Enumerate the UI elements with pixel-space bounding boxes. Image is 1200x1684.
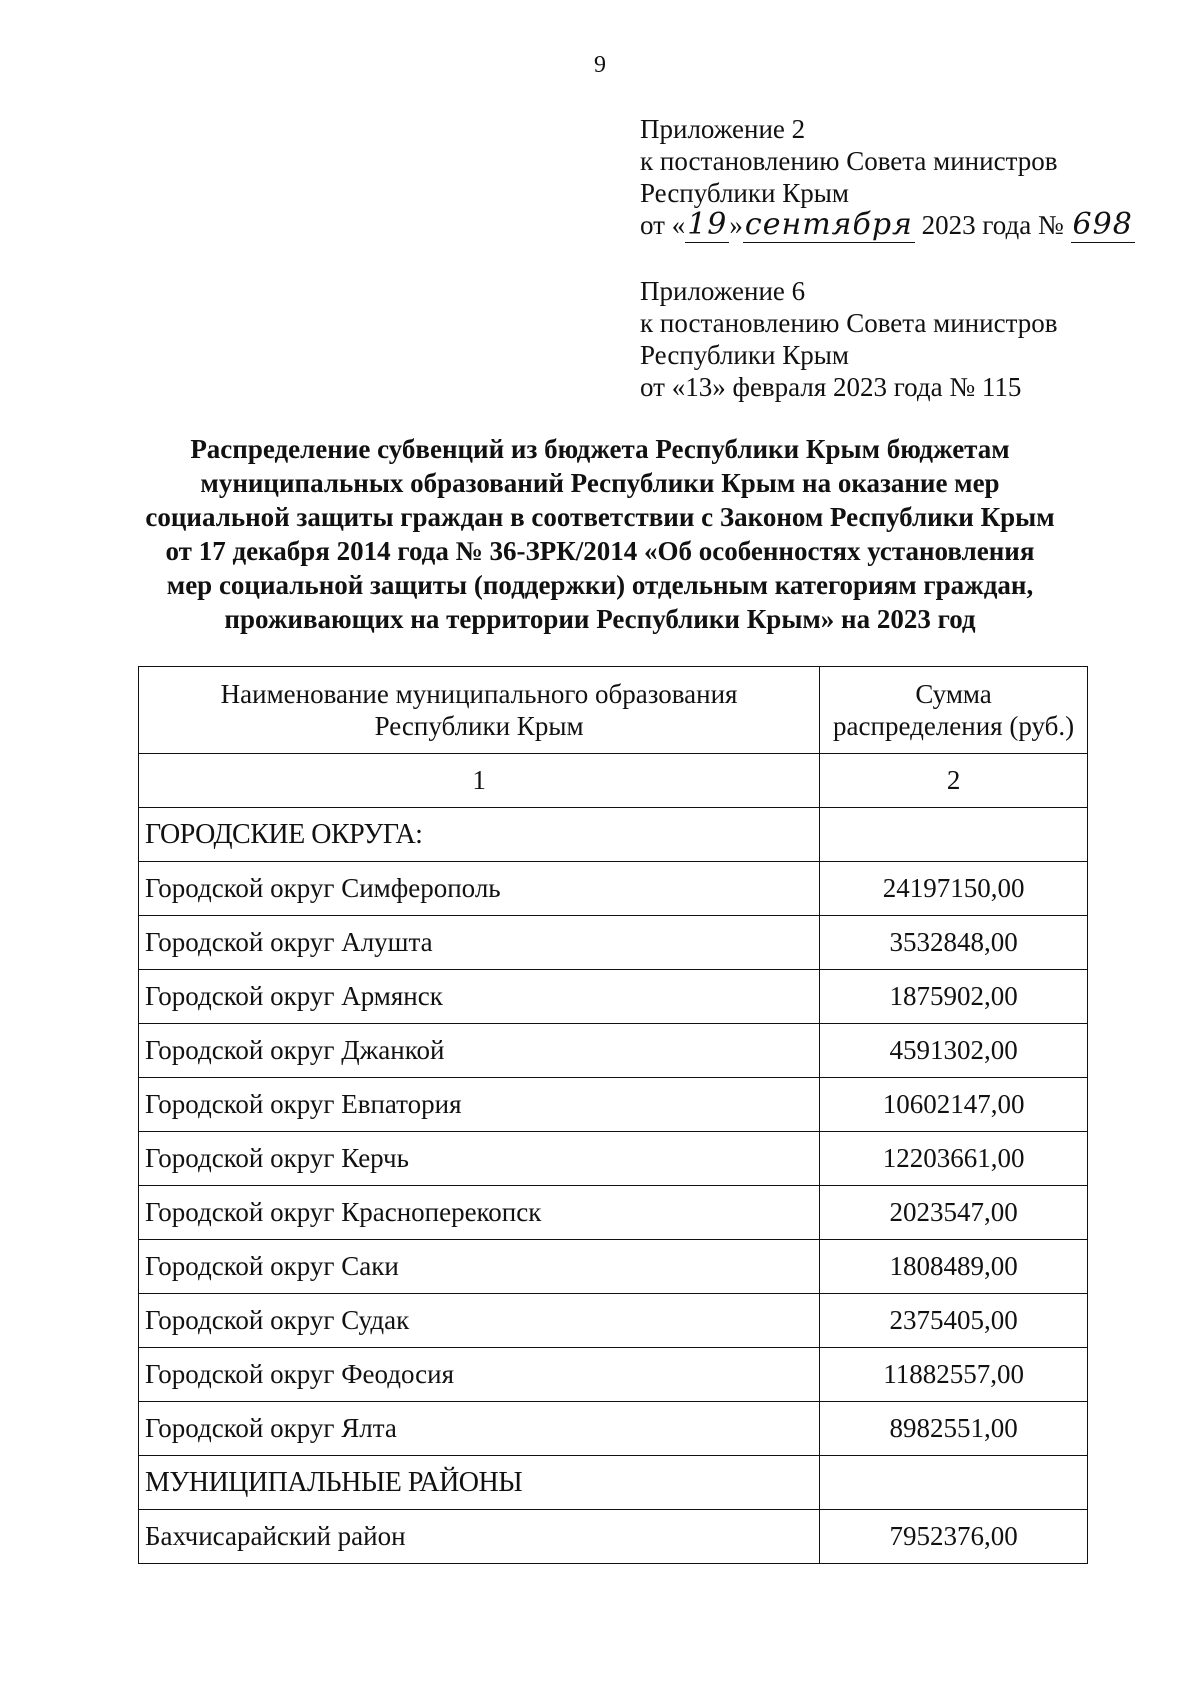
title-line: муниципальных образований Республики Крым на оказание мер bbox=[200, 468, 1000, 498]
row-amount: 1875902,00 bbox=[820, 970, 1088, 1024]
row-name: МУНИЦИПАЛЬНЫЕ РАЙОНЫ bbox=[139, 1456, 820, 1510]
row-amount: 7952376,00 bbox=[820, 1510, 1088, 1564]
handwritten-month: сентября bbox=[744, 207, 913, 242]
appendix-2-heading: Приложение 2 bbox=[640, 114, 806, 144]
table-row bbox=[139, 862, 1088, 916]
table-row bbox=[139, 1510, 1088, 1564]
title-line: мер социальной защиты (поддержки) отдельным категориям граждан, bbox=[166, 570, 1034, 600]
date-day-close: » bbox=[729, 210, 743, 240]
column-number-row bbox=[139, 754, 1088, 808]
appendix-6-heading: Приложение 6 bbox=[640, 276, 806, 306]
table-header-row bbox=[139, 667, 1088, 754]
table-row bbox=[139, 1132, 1088, 1186]
row-name: Городской округ Алушта bbox=[139, 916, 820, 970]
row-amount: 2023547,00 bbox=[820, 1186, 1088, 1240]
handwritten-number: 698 bbox=[1072, 207, 1133, 242]
table-row bbox=[139, 1024, 1088, 1078]
header-municipality: Наименование муниципального образования Республики Крым bbox=[139, 667, 820, 754]
table-row bbox=[139, 970, 1088, 1024]
table-row bbox=[139, 1240, 1088, 1294]
row-amount: 3532848,00 bbox=[820, 916, 1088, 970]
appendix-6-reference: к постановлению Совета министров bbox=[640, 308, 1058, 338]
row-name: Городской округ Керчь bbox=[139, 1132, 820, 1186]
appendix-6-date-line: от «13» февраля 2023 года № 115 bbox=[640, 372, 1022, 402]
handwritten-day: 19 bbox=[687, 207, 728, 242]
table-row bbox=[139, 916, 1088, 970]
row-name: ГОРОДСКИЕ ОКРУГА: bbox=[139, 808, 820, 862]
title-line: Распределение субвенций из бюджета Республики Крым бюджетам bbox=[190, 434, 1010, 464]
title-line: социальной защиты граждан в соответствии с Законом Республики Крым bbox=[145, 502, 1055, 532]
table-row bbox=[139, 1402, 1088, 1456]
row-amount: 12203661,00 bbox=[820, 1132, 1088, 1186]
row-name: Городской округ Феодосия bbox=[139, 1348, 820, 1402]
row-name: Городской округ Ялта bbox=[139, 1402, 820, 1456]
title-line: проживающих на территории Республики Крым» на 2023 год bbox=[224, 604, 976, 634]
distribution-table bbox=[138, 666, 1088, 1564]
row-name: Бахчисарайский район bbox=[139, 1510, 820, 1564]
row-name: Городской округ Судак bbox=[139, 1294, 820, 1348]
row-name: Городской округ Евпатория bbox=[139, 1078, 820, 1132]
appendix-6-republic: Республики Крым bbox=[640, 340, 849, 370]
row-name: Городской округ Саки bbox=[139, 1240, 820, 1294]
row-name: Городской округ Джанкой bbox=[139, 1024, 820, 1078]
header-amount: Сумма распределения (руб.) bbox=[820, 667, 1088, 754]
row-name: Городской округ Красноперекопск bbox=[139, 1186, 820, 1240]
section-row bbox=[139, 808, 1088, 862]
appendix-2-date-line bbox=[640, 209, 1135, 241]
row-name: Городской округ Симферополь bbox=[139, 862, 820, 916]
row-amount: 10602147,00 bbox=[820, 1078, 1088, 1132]
appendix-2-block bbox=[640, 113, 1135, 241]
row-amount bbox=[820, 808, 1088, 862]
appendix-6-block bbox=[640, 275, 1057, 403]
row-amount: 24197150,00 bbox=[820, 862, 1088, 916]
section-row bbox=[139, 1456, 1088, 1510]
appendix-2-republic: Республики Крым bbox=[640, 178, 849, 208]
row-amount: 11882557,00 bbox=[820, 1348, 1088, 1402]
date-year-text: 2023 года № bbox=[921, 210, 1064, 240]
column-number: 1 bbox=[139, 754, 820, 808]
table-row bbox=[139, 1186, 1088, 1240]
page-number: 9 bbox=[594, 52, 606, 78]
table-row bbox=[139, 1294, 1088, 1348]
row-amount: 4591302,00 bbox=[820, 1024, 1088, 1078]
title-line: от 17 декабря 2014 года № 36-ЗРК/2014 «Об особенностях установления bbox=[165, 536, 1035, 566]
row-amount: 1808489,00 bbox=[820, 1240, 1088, 1294]
appendix-2-reference: к постановлению Совета министров bbox=[640, 146, 1058, 176]
table-row bbox=[139, 1348, 1088, 1402]
date-prefix: от « bbox=[640, 210, 686, 240]
column-number: 2 bbox=[820, 754, 1088, 808]
row-amount: 2375405,00 bbox=[820, 1294, 1088, 1348]
document-title bbox=[110, 432, 1090, 636]
row-name: Городской округ Армянск bbox=[139, 970, 820, 1024]
row-amount bbox=[820, 1456, 1088, 1510]
row-amount: 8982551,00 bbox=[820, 1402, 1088, 1456]
table-row bbox=[139, 1078, 1088, 1132]
